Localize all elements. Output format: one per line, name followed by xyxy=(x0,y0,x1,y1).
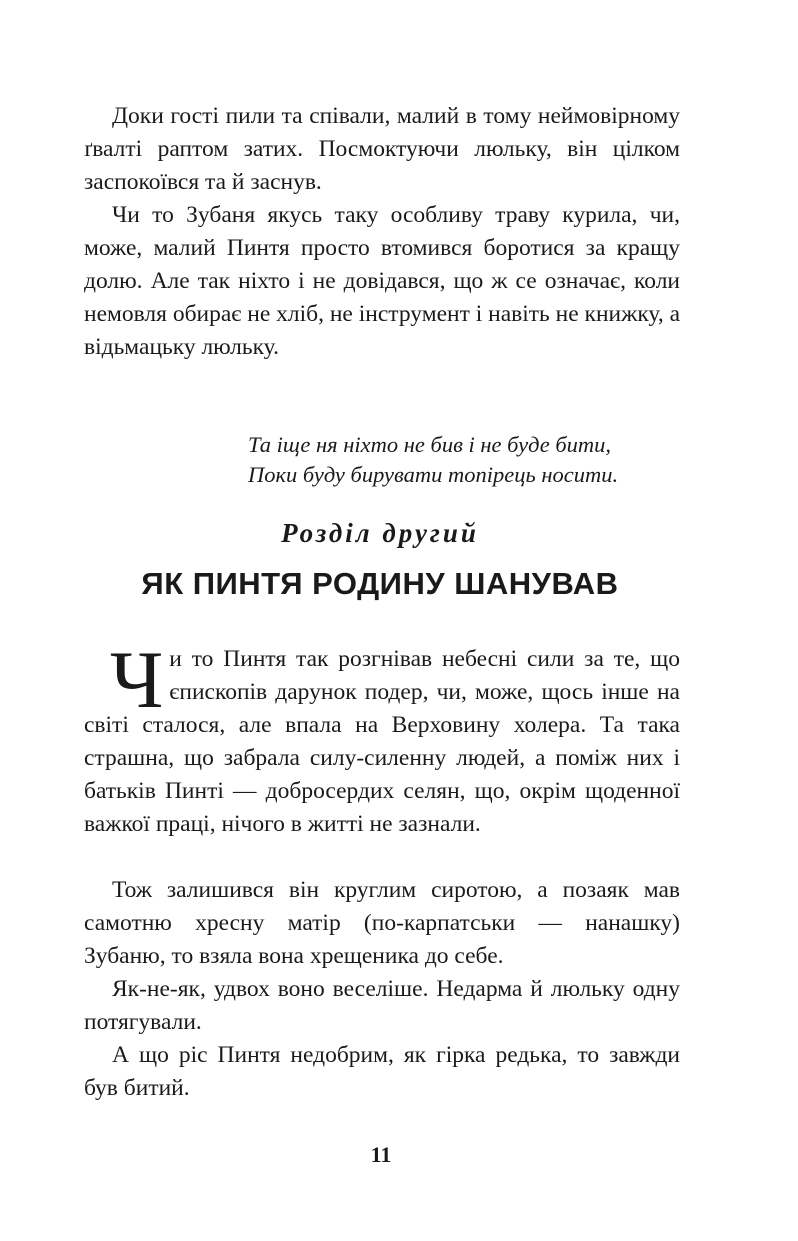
paragraph-2: Чи то Зубаня якусь таку особливу траву курила, чи, може, малий Пинтя просто втомився боротися за кращу долю. Але так ніхто і не довідався, що ж се означає, коли немовля обирає не хліб, не інструмент і навіть не книжку, а відьмацьку люльку. xyxy=(84,202,680,360)
page-number: 11 xyxy=(370,1142,392,1167)
epigraph-line-2: Поки буду бирувати топірець носити. xyxy=(248,462,619,487)
chapter-label: Розділ другий xyxy=(281,518,479,548)
paragraph-5: Як-не-як, удвох воно веселіше. Недарма й люльку одну потягували. xyxy=(84,976,680,1035)
epigraph xyxy=(248,430,728,490)
dropcap-paragraph xyxy=(84,634,680,841)
chapter-title: ЯК ПИНТЯ РОДИНУ ШАНУВАВ xyxy=(141,566,619,601)
paragraph-1: Доки гості пили та співали, малий в тому неймовірному ґвалті раптом затих. Посмоктуючи люльку, він цілком заспокоївся та й заснув. xyxy=(84,103,680,195)
epigraph-line-1: Та іще ня ніхто не бив і не буде бити, xyxy=(248,432,612,457)
paragraph-6: А що ріс Пинтя недобрим, як гірка редька, то завжди був битий. xyxy=(84,1042,680,1101)
dropcap-paragraph-text: и то Пинтя так розгнівав небесні сили за те, що єпископів дарунок подер, чи, може, щось інше на світі сталося, але впала на Верховину холера. Та така страшна, що забрала силу-силенну людей, а поміж них і батьків Пинті — добросердих селян, що, окрім щоденної важкої праці, нічого в житті не зазнали. xyxy=(84,646,680,837)
drop-cap-letter: Ч xyxy=(110,634,164,725)
paragraph-4: Тож залишився він круглим сиротою, а позаяк мав самотню хресну матір (по-карпатськи — нанашку) Зубаню, то взяла вона хрещеника до себе. xyxy=(84,877,680,969)
